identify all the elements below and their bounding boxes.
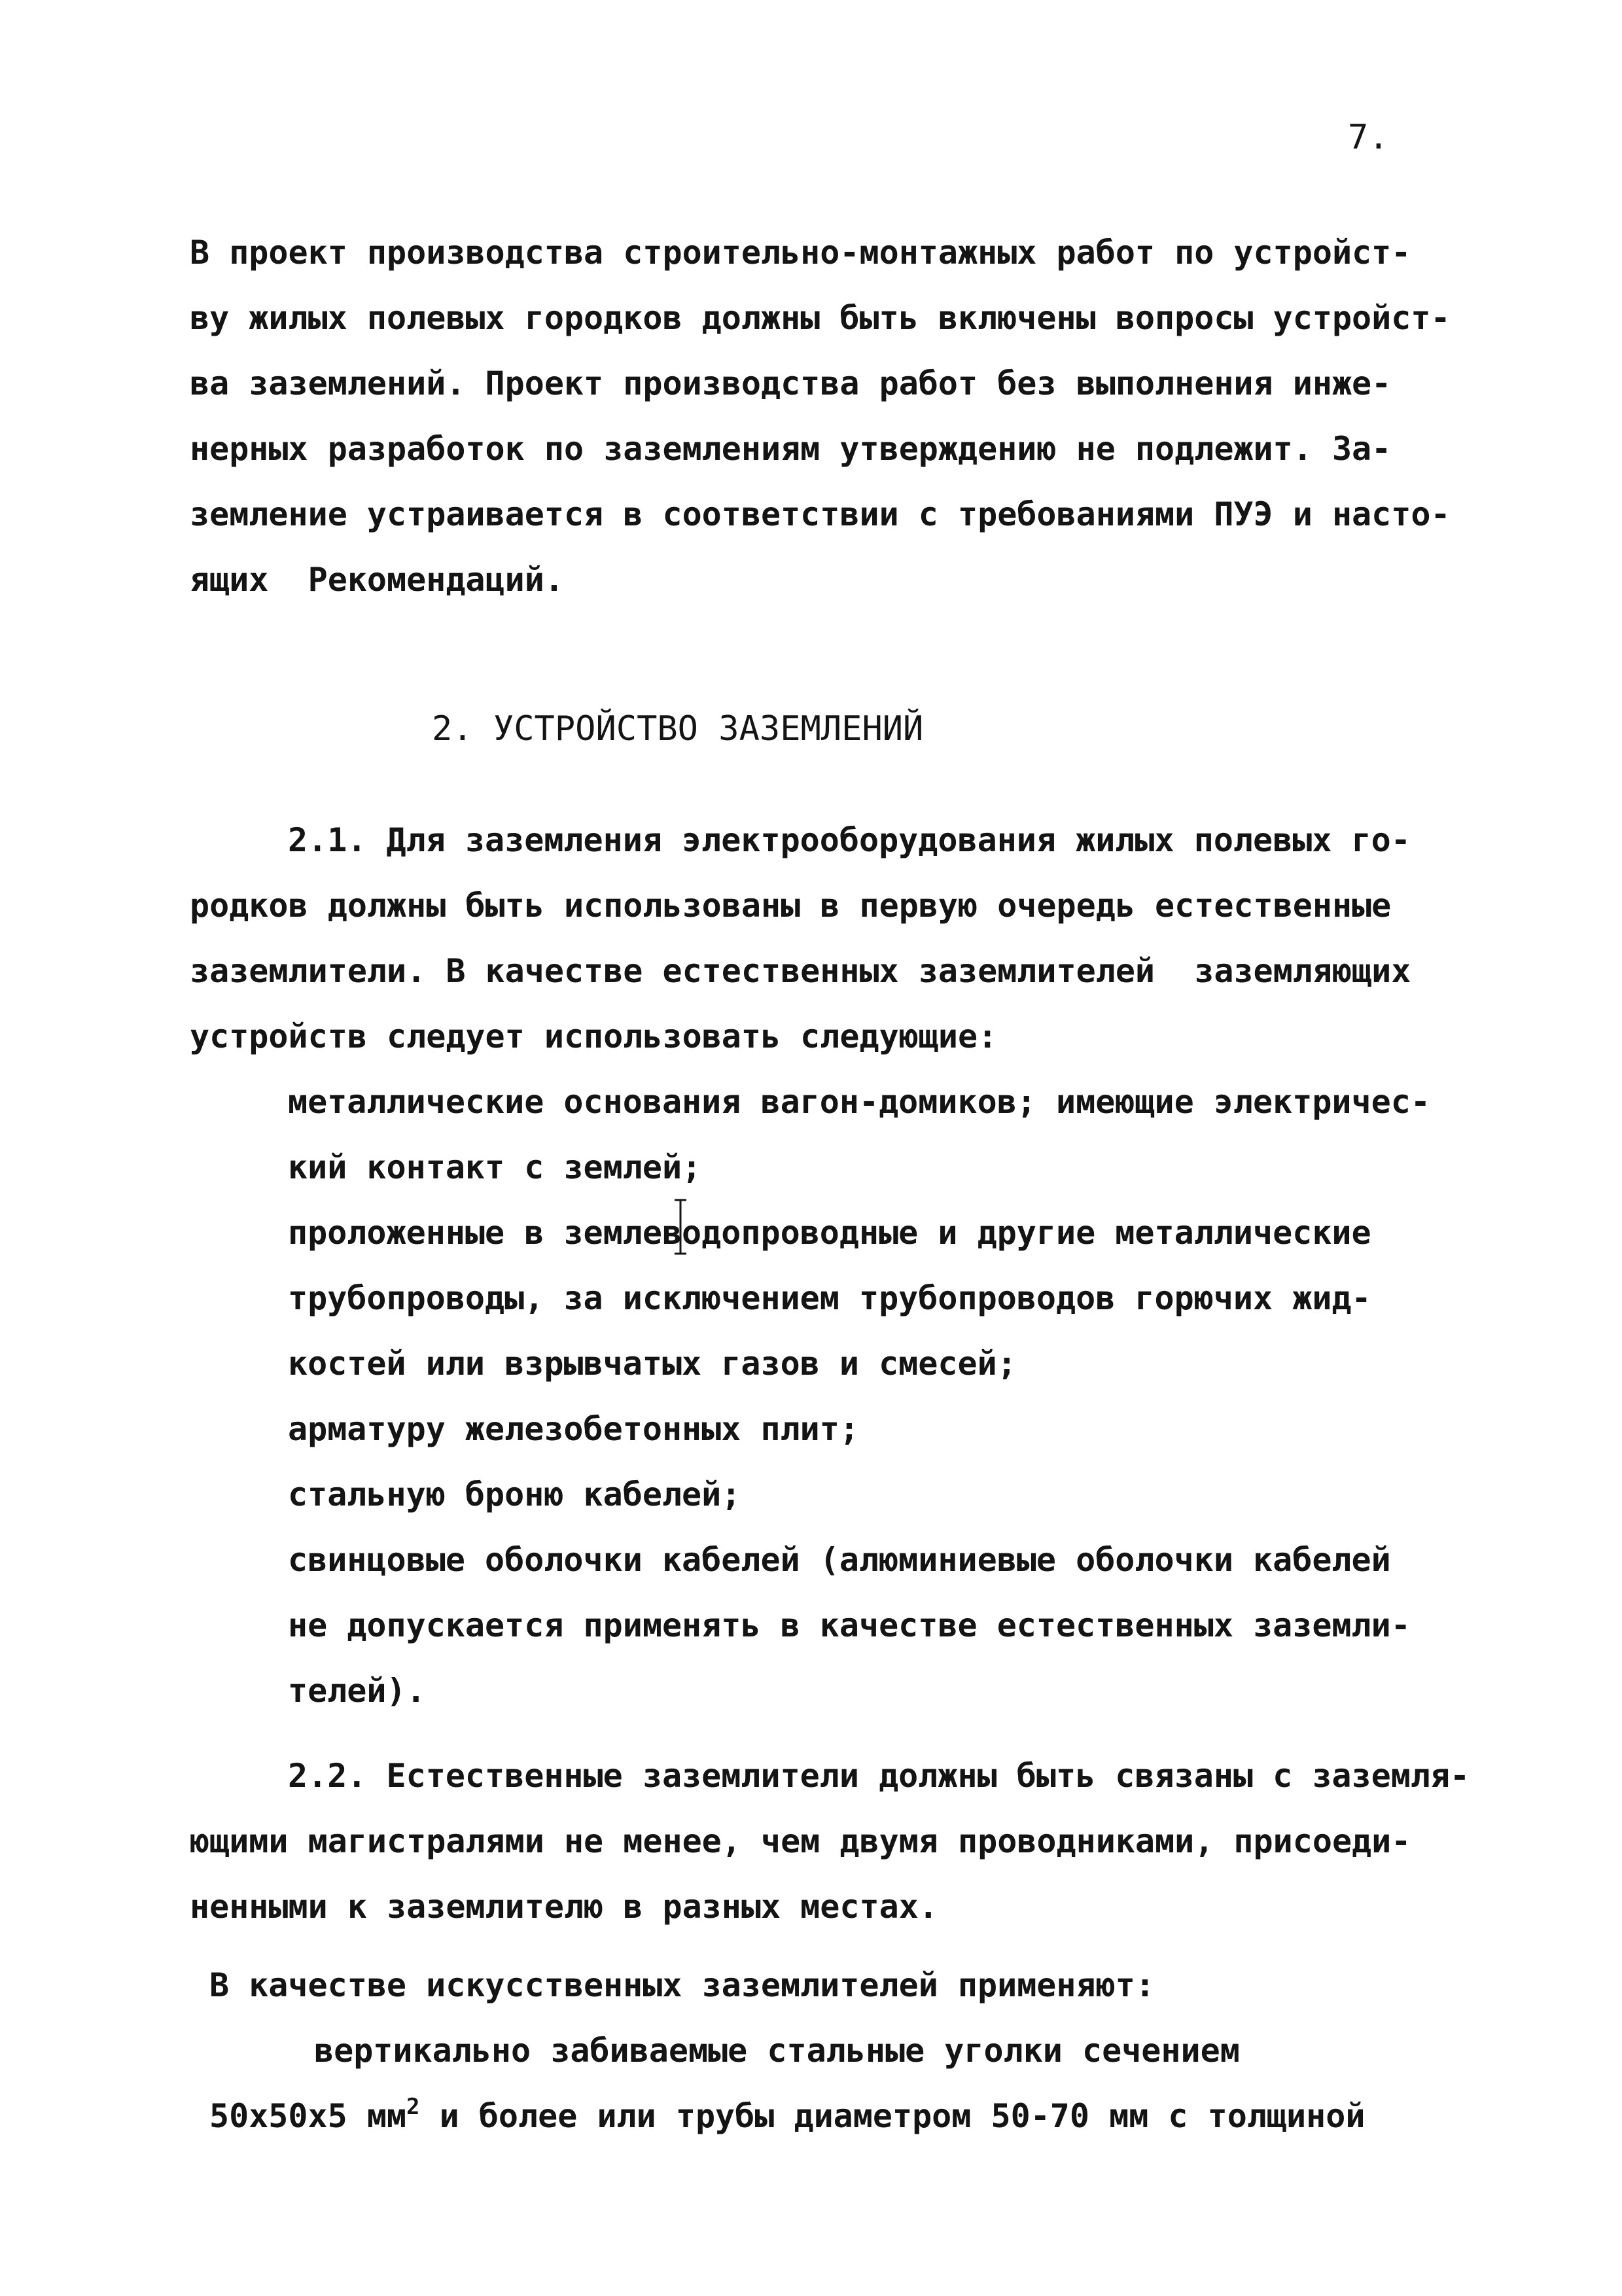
correction-mark-icon bbox=[671, 1197, 690, 1256]
list-line-7: стальную броню кабелей; bbox=[288, 1475, 741, 1513]
list-line-3: проложенные в землеводопроводные и другие металлические bbox=[288, 1214, 1371, 1252]
intro-line-1: В проект производства строительно-монтажных работ по устройст- bbox=[190, 234, 1411, 272]
artificial-line-2: вертикально забиваемые стальные уголки сечением bbox=[314, 2032, 1240, 2070]
section-heading: 2. УСТРОЙСТВО ЗАЗЕМЛЕНИЙ bbox=[432, 709, 924, 749]
list-line-8: свинцовые оболочки кабелей (алюминиевые оболочки кабелей bbox=[288, 1541, 1391, 1579]
intro-line-2: ву жилых полевых городков должны быть включены вопросы устройст- bbox=[190, 299, 1451, 337]
list-line-5: костей или взрывчатых газов и смесей; bbox=[288, 1345, 1017, 1383]
artificial-line-3 bbox=[209, 2096, 1365, 2136]
clause-2-1-line-1: 2.1. Для заземления электрооборудования жилых полевых го- bbox=[288, 821, 1411, 859]
list-line-2: кий контакт с землей; bbox=[288, 1148, 702, 1186]
intro-line-3: ва заземлений. Проект производства работ без выполнения инже- bbox=[190, 364, 1392, 402]
intro-line-6: ящих Рекомендаций. bbox=[190, 561, 564, 599]
clause-2-1-line-2: родков должны быть использованы в первую очередь естественные bbox=[190, 887, 1392, 925]
intro-line-4: нерных разработок по заземлениям утверждению не подлежит. За- bbox=[190, 430, 1392, 468]
list-line-10: телей). bbox=[288, 1672, 426, 1710]
artificial-line-1: В качестве искусственных заземлителей применяют: bbox=[209, 1966, 1155, 2004]
clause-2-1-line-3: заземлители. В качестве естественных заземлителей заземляющих bbox=[190, 952, 1411, 990]
diameter-text: и более или трубы диаметром 50-70 мм с толщиной bbox=[419, 2097, 1366, 2135]
clause-2-2-line-3: ненными к заземлителю в разных местах. bbox=[190, 1888, 938, 1926]
clause-2-1-line-4: устройств следует использовать следующие: bbox=[190, 1017, 998, 1055]
intro-line-5: земление устраивается в соответствии с требованиями ПУЭ и насто- bbox=[190, 495, 1451, 533]
list-line-9: не допускается применять в качестве естественных заземли- bbox=[288, 1606, 1411, 1644]
list-line-6: арматуру железобетонных плит; bbox=[288, 1410, 859, 1448]
clause-2-2-line-2: ющими магистралями не менее, чем двумя проводниками, присоеди- bbox=[190, 1822, 1411, 1860]
dimension-text: 50х50х5 мм bbox=[209, 2097, 407, 2135]
clause-2-2-line-1: 2.2. Естественные заземлители должны быть связаны с заземля- bbox=[288, 1757, 1470, 1795]
page-number: 7. bbox=[1348, 118, 1389, 157]
list-line-1: металлические основания вагон-домиков; имеющие электричес- bbox=[288, 1083, 1430, 1121]
list-line-4: трубопроводы, за исключением трубопроводов горючих жид- bbox=[288, 1279, 1371, 1317]
superscript-two: 2 bbox=[406, 2094, 420, 2120]
